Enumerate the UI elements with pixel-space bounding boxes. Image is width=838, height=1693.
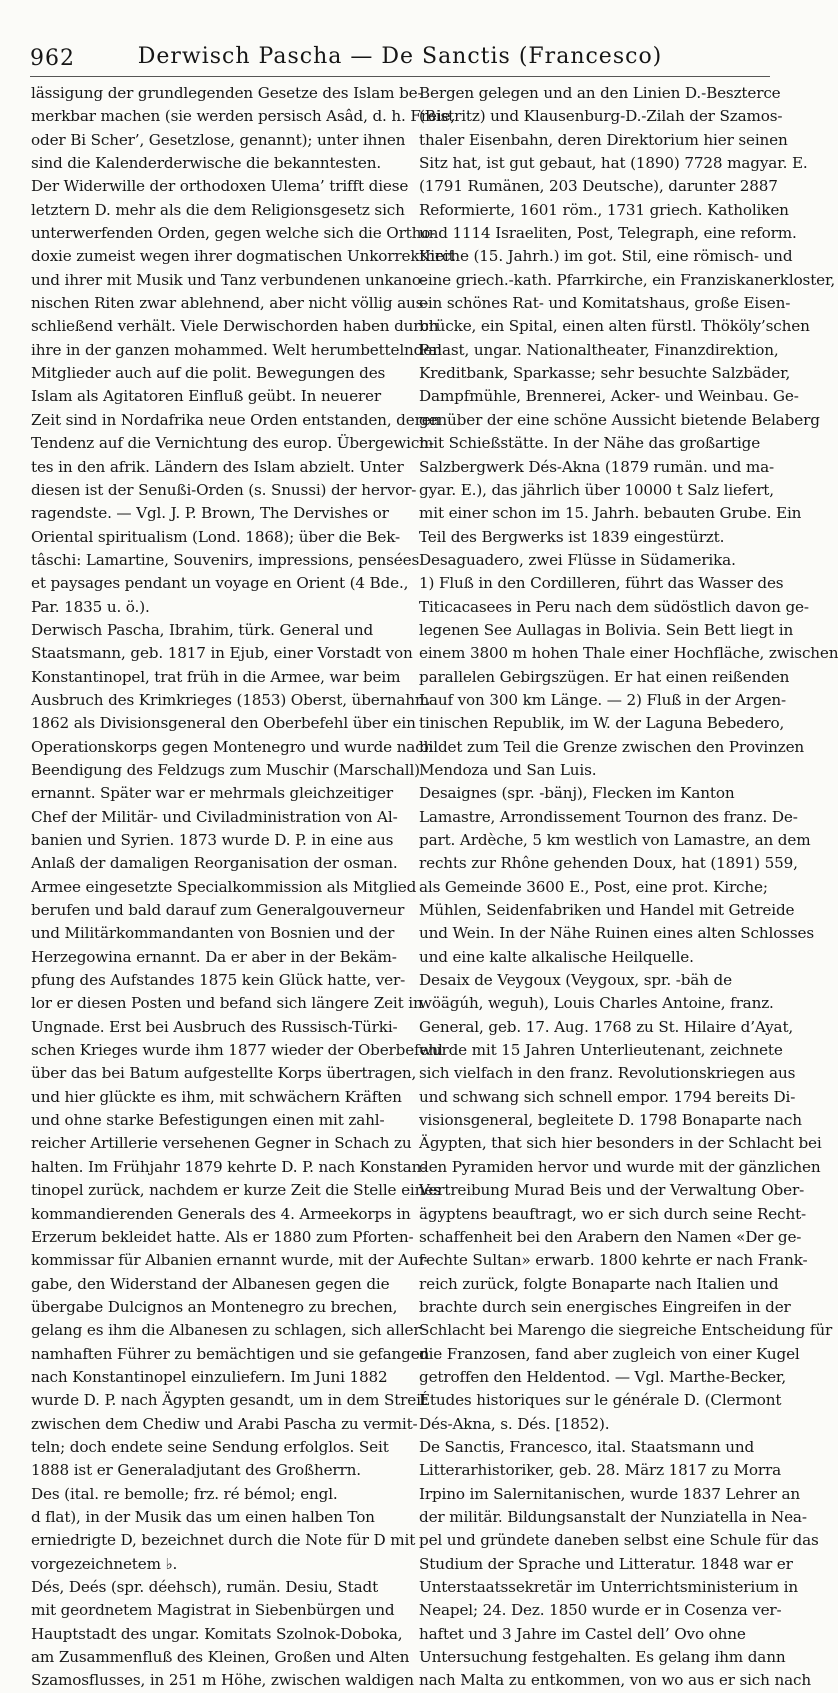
right-column-line: Kirche (15. Jahrh.) im got. Stil, eine römisch- und bbox=[419, 247, 793, 266]
left-column-line: Oriental spiritualism (Lond. 1868); über die Bek- bbox=[31, 527, 401, 546]
right-column-line: Desaignes (spr. -bänj), Flecken im Kanton bbox=[419, 784, 735, 803]
right-column-line: Bergen gelegen und an den Linien D.-Beszterce bbox=[419, 84, 781, 102]
left-column-line: Islam als Agitatoren Einfluß geübt. In neuerer bbox=[31, 387, 381, 406]
right-column-line: visionsgeneral, begleitete D. 1798 Bonaparte nach bbox=[419, 1111, 802, 1130]
left-column-line: Derwisch Pascha, Ibrahim, türk. General und bbox=[31, 620, 374, 639]
right-column-line: Lauf von 300 km Länge. — 2) Fluß in der Argen- bbox=[419, 690, 787, 709]
left-text-column bbox=[31, 82, 455, 1693]
right-column-line: Dampfmühle, Brennerei, Acker- und Weinbau. Ge- bbox=[419, 387, 799, 406]
left-column-line: kommandierenden Generals des 4. Armeekorps in bbox=[31, 1204, 411, 1223]
left-column-line: Par. 1835 u. ö.). bbox=[31, 597, 150, 616]
right-column-line: haftet und 3 Jahre im Castel dell’ Ovo ohne bbox=[419, 1624, 746, 1643]
right-column-line: Reformierte, 1601 röm., 1731 griech. Katholiken bbox=[419, 200, 789, 219]
left-column-line: reicher Artillerie versehenen Gegner in Schach zu bbox=[31, 1134, 412, 1153]
left-column-line: ernannt. Später war er mehrmals gleichzeitiger bbox=[31, 784, 393, 803]
left-column-line: 1862 als Divisionsgeneral den Oberbefehl über ein bbox=[31, 714, 416, 733]
left-column-line: wurde D. P. nach Ägypten gesandt, um in dem Streit bbox=[31, 1391, 427, 1410]
left-column-line: und hier glückte es ihm, mit schwächern Kräften bbox=[31, 1087, 402, 1106]
right-column-line: Sitz hat, ist gut gebaut, hat (1890) 7728 magyar. E. bbox=[419, 154, 808, 173]
right-column-line: als Gemeinde 3600 E., Post, eine prot. Kirche; bbox=[419, 877, 768, 896]
left-column-line: Konstantinopel, trat früh in die Armee, war beim bbox=[31, 667, 401, 686]
right-column-line: Teil des Bergwerks ist 1839 eingestürzt. bbox=[419, 527, 725, 546]
right-column-line: (1791 Rumänen, 203 Deutsche), darunter 2887 bbox=[419, 177, 778, 196]
right-column-line: Ägypten, that sich hier besonders in der Schlacht bei bbox=[419, 1134, 822, 1153]
left-column-line: kommissar für Albanien ernannt wurde, mit der Auf- bbox=[31, 1251, 429, 1270]
right-column-line: Desaix de Veygoux (Veygoux, spr. -bäh de bbox=[419, 971, 732, 990]
left-column-line: ragendste. — Vgl. J. P. Brown, The Dervishes or bbox=[31, 504, 389, 523]
left-column-line: und ohne starke Befestigungen einen mit zahl- bbox=[31, 1111, 385, 1130]
right-column-line: Mendoza und San Luis. bbox=[419, 760, 597, 779]
right-column-line: nach Malta zu entkommen, von wo aus er sich nach bbox=[419, 1671, 811, 1690]
left-column-line: Armee eingesetzte Specialkommission als Mitglied bbox=[31, 877, 417, 896]
right-column-line: Titicacasees in Peru nach dem südöstlich davon ge- bbox=[419, 597, 809, 616]
left-column-line: merkbar machen (sie werden persisch Asâd, d. h. Freie, bbox=[31, 107, 455, 126]
left-column-line: Beendigung des Feldzugs zum Muschir (Marschall) bbox=[31, 760, 420, 779]
right-column-line: schaffenheit bei den Arabern den Namen «Der ge- bbox=[419, 1227, 802, 1246]
left-column-line: oder Bi Scher’, Gesetzlose, genannt); unter ihnen bbox=[31, 130, 406, 149]
right-column-line: Unterstaatssekretär im Unterrichtsministerium in bbox=[419, 1578, 798, 1596]
left-column-line: nach Konstantinopel einzuliefern. Im Juni 1882 bbox=[31, 1367, 388, 1386]
right-column-line: tinischen Republik, im W. der Laguna Bebedero, bbox=[419, 714, 785, 733]
left-column-line: Mitglieder auch auf die polit. Bewegungen des bbox=[31, 364, 386, 383]
left-column-line: Zeit sind in Nordafrika neue Orden entstanden, deren bbox=[31, 410, 441, 429]
left-column-line: übergabe Dulcignos an Montenegro zu brechen, bbox=[31, 1297, 398, 1316]
right-column-line: pel und gründete daneben selbst eine Schule für das bbox=[419, 1531, 819, 1550]
left-column-line: letztern D. mehr als die dem Religionsgesetz sich bbox=[31, 200, 405, 219]
left-column-line: gelang es ihm die Albanesen zu schlagen, sich aller bbox=[31, 1321, 421, 1340]
right-column-line: und schwang sich schnell empor. 1794 bereits Di- bbox=[419, 1087, 796, 1106]
left-column-line: lor er diesen Posten und befand sich längere Zeit in bbox=[31, 994, 423, 1013]
right-column-line: part. Ardèche, 5 km westlich von Lamastre, an dem bbox=[419, 831, 811, 849]
left-column-line: et paysages pendant un voyage en Orient (4 Bde., bbox=[31, 574, 409, 593]
left-column-line: Der Widerwille der orthodoxen Ulema’ trifft diese bbox=[31, 177, 409, 196]
left-column-line: am Zusammenfluß des Kleinen, Großen und Alten bbox=[31, 1648, 410, 1667]
right-column-line: 1) Fluß in den Cordilleren, führt das Wasser des bbox=[419, 574, 784, 593]
left-column-line: ihre in der ganzen mohammed. Welt herumbettelnden bbox=[31, 340, 442, 359]
right-column-line: eine griech.-kath. Pfarrkirche, ein Franziskanerkloster, bbox=[419, 270, 836, 289]
left-column-line: 1888 ist er Generaladjutant des Großherrn. bbox=[31, 1461, 361, 1480]
right-column-line: und 1114 Israeliten, Post, Telegraph, eine reform. bbox=[419, 224, 797, 243]
left-column-line: Des (ital. re bemolle; frz. ré bémol; engl. bbox=[31, 1484, 338, 1503]
left-column-line: Ungnade. Erst bei Ausbruch des Russisch-Türki- bbox=[31, 1017, 398, 1036]
right-column-line: gyar. E.), das jährlich über 10000 t Salz liefert, bbox=[419, 480, 774, 499]
left-column-line: Erzerum bekleidet hatte. Als er 1880 zum Pforten- bbox=[31, 1227, 414, 1246]
left-column-line: vorgezeichnetem ♭. bbox=[31, 1554, 178, 1573]
left-column-line: Herzegowina ernannt. Da er aber in der Bekäm- bbox=[31, 947, 397, 966]
right-column-line: Vertreibung Murad Beis und der Verwaltung Ober- bbox=[419, 1181, 805, 1200]
right-column-line: Studium der Sprache und Litteratur. 1848 war er bbox=[419, 1554, 793, 1573]
left-column-line: lässigung der grundlegenden Gesetze des Islam be- bbox=[31, 84, 423, 102]
left-column-line: unterwerfenden Orden, gegen welche sich die Ortho- bbox=[31, 224, 436, 243]
right-column-line: der militär. Bildungsanstalt der Nunziatella in Nea- bbox=[419, 1507, 807, 1526]
left-column-line: halten. Im Frühjahr 1879 kehrte D. P. nach Konstan- bbox=[31, 1157, 427, 1176]
right-column-line: Études historiques sur le générale D. (Clermont bbox=[419, 1391, 782, 1410]
right-column-line: und Wein. In der Nähe Ruinen eines alten Schlosses bbox=[419, 924, 814, 943]
left-column-line: d flat), in der Musik das um einen halben Ton bbox=[31, 1507, 375, 1526]
page-number: 962 bbox=[30, 46, 75, 71]
right-column-line: Untersuchung festgehalten. Es gelang ihm dann bbox=[419, 1648, 786, 1667]
left-column-line: pfung des Aufstandes 1875 kein Glück hatte, ver- bbox=[31, 971, 406, 990]
left-column-line: tinopel zurück, nachdem er kurze Zeit die Stelle eines bbox=[31, 1181, 441, 1200]
right-column-line: einem 3800 m hohen Thale einer Hochfläche, zwischen bbox=[419, 644, 838, 663]
left-column-line: sind die Kalenderderwische die bekanntesten. bbox=[31, 154, 382, 173]
left-column-line: tes in den afrik. Ländern des Islam abzielt. Unter bbox=[31, 457, 404, 476]
right-column-line: mit Schießstätte. In der Nähe das großartige bbox=[419, 434, 761, 453]
right-column-line: thaler Eisenbahn, deren Direktorium hier seinen bbox=[419, 130, 788, 149]
right-column-line: sich vielfach in den franz. Revolutionskriegen aus bbox=[419, 1064, 796, 1083]
right-text-column bbox=[419, 82, 838, 1693]
right-column-line: brachte durch sein energisches Eingreifen in der bbox=[419, 1297, 791, 1316]
right-column-line: General, geb. 17. Aug. 1768 zu St. Hilaire d’Ayat, bbox=[419, 1017, 794, 1036]
right-column-line: wöägúh, weguh), Louis Charles Antoine, franz. bbox=[419, 994, 774, 1013]
left-column-line: tâschi: Lamartine, Souvenirs, impressions, pensées bbox=[31, 550, 420, 569]
right-column-line: legenen See Aullagas in Bolivia. Sein Bett liegt in bbox=[419, 620, 794, 639]
right-column-line: wurde mit 15 Jahren Unterlieutenant, zeichnete bbox=[419, 1041, 783, 1060]
right-column-line: Salzbergwerk Dés-Akna (1879 rumän. und ma- bbox=[419, 457, 774, 476]
left-column-line: nischen Riten zwar ablehnend, aber nicht völlig aus- bbox=[31, 294, 429, 313]
right-column-line: Schlacht bei Marengo die siegreiche Entscheidung für bbox=[419, 1321, 833, 1340]
right-column-line: Dés-Akna, s. Dés. [1852). bbox=[419, 1414, 610, 1433]
right-column-line: die Franzosen, fand aber zugleich von einer Kugel bbox=[419, 1344, 800, 1363]
right-column-line: bildet zum Teil die Grenze zwischen den Provinzen bbox=[419, 737, 805, 756]
left-column-line: Operationskorps gegen Montenegro und wurde nach bbox=[31, 737, 434, 756]
left-column-line: Ausbruch des Krimkrieges (1853) Oberst, übernahm bbox=[31, 690, 430, 709]
right-column-line: mit einer schon im 15. Jahrh. bebauten Grube. Ein bbox=[419, 504, 802, 523]
left-column-line: Staatsmann, geb. 1817 in Ejub, einer Vorstadt von bbox=[31, 644, 413, 663]
right-column-line: Palast, ungar. Nationaltheater, Finanzdirektion, bbox=[419, 340, 779, 359]
left-column-line: Anlaß der damaligen Reorganisation der osman. bbox=[31, 854, 398, 873]
right-column-line: den Pyramiden hervor und wurde mit der gänzlichen bbox=[419, 1157, 821, 1176]
left-column-line: Tendenz auf die Vernichtung des europ. Übergewich- bbox=[31, 434, 434, 453]
left-column-line: Dés, Deés (spr. déehsch), rumän. Desiu, Stadt bbox=[31, 1578, 379, 1596]
right-column-line: Kreditbank, Sparkasse; sehr besuchte Salzbäder, bbox=[419, 364, 791, 383]
right-column-line: ein schönes Rat- und Komitatshaus, große Eisen- bbox=[419, 294, 791, 313]
right-column-line: reich zurück, folgte Bonaparte nach Italien und bbox=[419, 1274, 779, 1293]
right-column-line: und eine kalte alkalische Heilquelle. bbox=[419, 947, 694, 966]
right-column-line: rechts zur Rhône gehenden Doux, hat (1891) 559, bbox=[419, 854, 798, 873]
left-column-line: über das bei Batum aufgestellte Korps übertragen, bbox=[31, 1064, 417, 1083]
left-column-line: zwischen dem Chediw und Arabi Pascha zu vermit- bbox=[31, 1414, 418, 1433]
right-column-line: Desaguadero, zwei Flüsse in Südamerika. bbox=[419, 550, 736, 569]
left-column-line: schließend verhält. Viele Derwischorden haben durch bbox=[31, 317, 439, 336]
right-column-line: getroffen den Heldentod. — Vgl. Marthe-Becker, bbox=[419, 1367, 787, 1386]
left-column-line: Szamosflusses, in 251 m Höhe, zwischen waldigen bbox=[31, 1671, 414, 1690]
left-column-line: diesen ist der Senußi-Orden (s. Snussi) der hervor- bbox=[31, 480, 417, 499]
right-column-line: rechte Sultan» erwarb. 1800 kehrte er nach Frank- bbox=[419, 1251, 808, 1270]
left-column-line: mit geordnetem Magistrat in Siebenbürgen und bbox=[31, 1601, 395, 1620]
right-column-line: Mühlen, Seidenfabriken und Handel mit Getreide bbox=[419, 901, 795, 920]
left-column-line: gabe, den Widerstand der Albanesen gegen die bbox=[31, 1274, 390, 1293]
left-column-line: banien und Syrien. 1873 wurde D. P. in eine aus bbox=[31, 831, 394, 849]
left-column-line: und Militärkommandanten von Bosnien und der bbox=[31, 924, 395, 943]
left-column-line: erniedrigte D, bezeichnet durch die Note für D mit bbox=[31, 1531, 416, 1550]
right-column-line: ägyptens beauftragt, wo er sich durch seine Recht- bbox=[419, 1204, 807, 1223]
right-column-line: (Bistritz) und Klausenburg-D.-Zilah der Szamos- bbox=[419, 107, 783, 126]
page-header bbox=[30, 42, 770, 77]
right-column-line: brücke, ein Spital, einen alten fürstl. Thököly’schen bbox=[419, 317, 810, 336]
left-column-line: schen Krieges wurde ihm 1877 wieder der Oberbefehl bbox=[31, 1041, 443, 1060]
right-column-line: Irpino im Salernitanischen, wurde 1837 Lehrer an bbox=[419, 1484, 801, 1503]
left-column-line: Chef der Militär- und Civiladministration von Al- bbox=[31, 807, 398, 826]
left-column-line: berufen und bald darauf zum Generalgouverneur bbox=[31, 901, 405, 920]
right-column-line: Litterarhistoriker, geb. 28. März 1817 zu Morra bbox=[419, 1461, 782, 1480]
left-column-line: namhaften Führer zu bemächtigen und sie gefangen bbox=[31, 1344, 430, 1363]
left-column-line: Hauptstadt des ungar. Komitats Szolnok-Doboka, bbox=[31, 1624, 403, 1643]
right-column-line: Neapel; 24. Dez. 1850 wurde er in Cosenza ver- bbox=[419, 1601, 782, 1620]
left-column-line: und ihrer mit Musik und Tanz verbundenen unkano- bbox=[31, 270, 426, 289]
right-column-line: Lamastre, Arrondissement Tournon des franz. De- bbox=[419, 807, 798, 826]
running-title: Derwisch Pascha — De Sanctis (Francesco) bbox=[137, 44, 663, 69]
right-column-line: parallelen Gebirgszügen. Er hat einen reißenden bbox=[419, 667, 790, 686]
left-column-line: doxie zumeist wegen ihrer dogmatischen Unkorrektheit bbox=[31, 247, 455, 266]
right-column-line: De Sanctis, Francesco, ital. Staatsmann und bbox=[419, 1437, 755, 1456]
right-column-line: genüber der eine schöne Aussicht bietende Belaberg bbox=[419, 410, 820, 429]
left-column-line: teln; doch endete seine Sendung erfolglos. Seit bbox=[31, 1437, 389, 1456]
